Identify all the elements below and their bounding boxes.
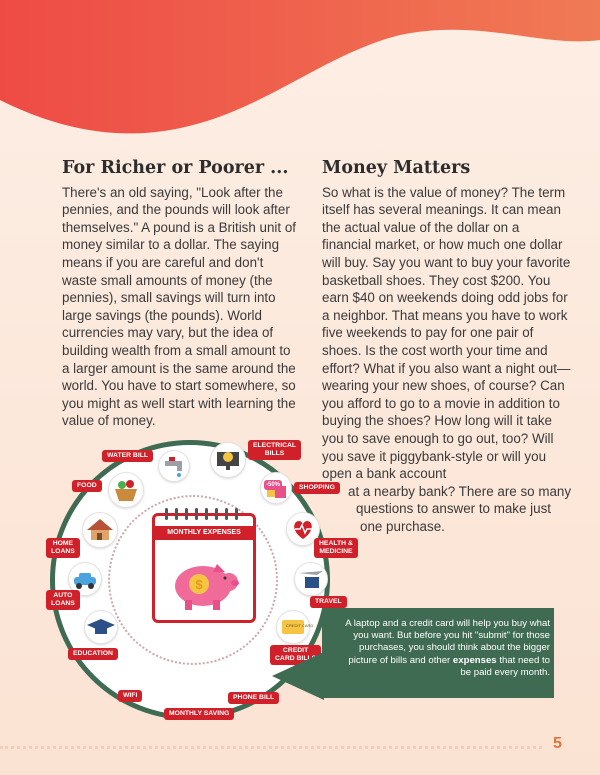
label-home-loans: HOME LOANS	[46, 538, 80, 558]
footer-dotted-line	[0, 746, 542, 749]
calendar-title: MONTHLY EXPENSES	[155, 526, 253, 540]
label-electrical-bills: ELECTRICAL BILLS	[248, 440, 301, 460]
right-column	[322, 160, 572, 535]
left-column	[62, 160, 298, 430]
callout-box	[322, 608, 554, 698]
label-health-medicine: HEALTH & MEDICINE	[314, 538, 358, 558]
label-shopping: SHOPPING	[294, 482, 340, 494]
right-body-indent-2: questions to answer to make just	[356, 501, 552, 517]
label-education: EDUCATION	[68, 648, 118, 660]
callout-text-part-2: that need to be paid every month.	[460, 654, 550, 678]
callout-text-part-1: A laptop and a credit card will help you buy what you want. But before you hit "submit" for those purchases, you should think about the bigger picture of bills and other	[345, 618, 550, 666]
calendar-rings-icon	[163, 508, 247, 522]
left-body: There's an old saying, "Look after the pennies, and the pounds will look after themselves." A pound is a British unit of money similar to a dollar. The saying means if you are careful and don't waste small amounts of money (the pennies), small savings will turn into large savings (the pounds). World currencies may vary, but the idea of building wealth from a small amount to a larger amount is the same around the world. You have to start somewhere, so you might as well start with learning the value of money.	[62, 184, 297, 429]
card-text: CREDIT CARD	[286, 623, 314, 628]
label-auto-loans: AUTO LOANS	[46, 590, 80, 610]
callout-text-bold: expenses	[452, 654, 497, 666]
svg-text:$: $	[195, 577, 203, 592]
house-icon	[82, 512, 118, 548]
right-body: So what is the value of money? The term itself has several meanings. It can mean the actual value of the dollar on a financial market, or how much one dollar will buy. Say you want to buy your favorite basketball shoes. They cost $200. You earn $40 on weekends doing odd jobs for a neighbor. That means you have to work five weekends to pay for one pair of shoes. Is the cost worth your time and effort? What if you also want a night out—wearing your new shoes, of course? Can you afford to go to a movie in addition to buying the shoes? How long will it take you to save enough to go out, too? Will you save it piggybank-style or will you open a bank account	[322, 184, 571, 482]
monitor-lightbulb-icon	[210, 442, 246, 478]
label-water-bill: WATER BILL	[102, 450, 153, 462]
right-body-indent-3: one purchase.	[360, 518, 445, 534]
label-wifi: WIFI	[118, 690, 142, 702]
label-phone-bill: PHONE BILL	[228, 692, 279, 704]
piggy-bank-icon	[155, 542, 253, 622]
label-credit-card-bills: CREDIT CARD BILLS	[270, 645, 321, 665]
label-travel: TRAVEL	[310, 596, 347, 608]
callout-text	[336, 618, 550, 679]
callout-pointer	[272, 652, 324, 700]
page-number: 5	[553, 735, 562, 752]
right-heading: Money Matters	[322, 158, 471, 178]
faucet-icon	[158, 450, 190, 482]
monthly-expenses-calendar	[152, 513, 256, 623]
left-heading: For Richer or Poorer ...	[62, 158, 289, 178]
header-wave	[0, 0, 600, 140]
food-basket-icon	[108, 472, 144, 508]
right-body-indent-1: at a nearby bank? There are so many	[348, 483, 572, 499]
sale-tag: -50%	[266, 482, 281, 488]
label-monthly-saving: MONTHLY SAVING	[164, 708, 234, 720]
label-food: FOOD	[72, 480, 102, 492]
graduation-cap-icon	[84, 610, 118, 644]
airplane-luggage-icon	[294, 562, 328, 596]
credit-card-icon	[276, 610, 314, 644]
